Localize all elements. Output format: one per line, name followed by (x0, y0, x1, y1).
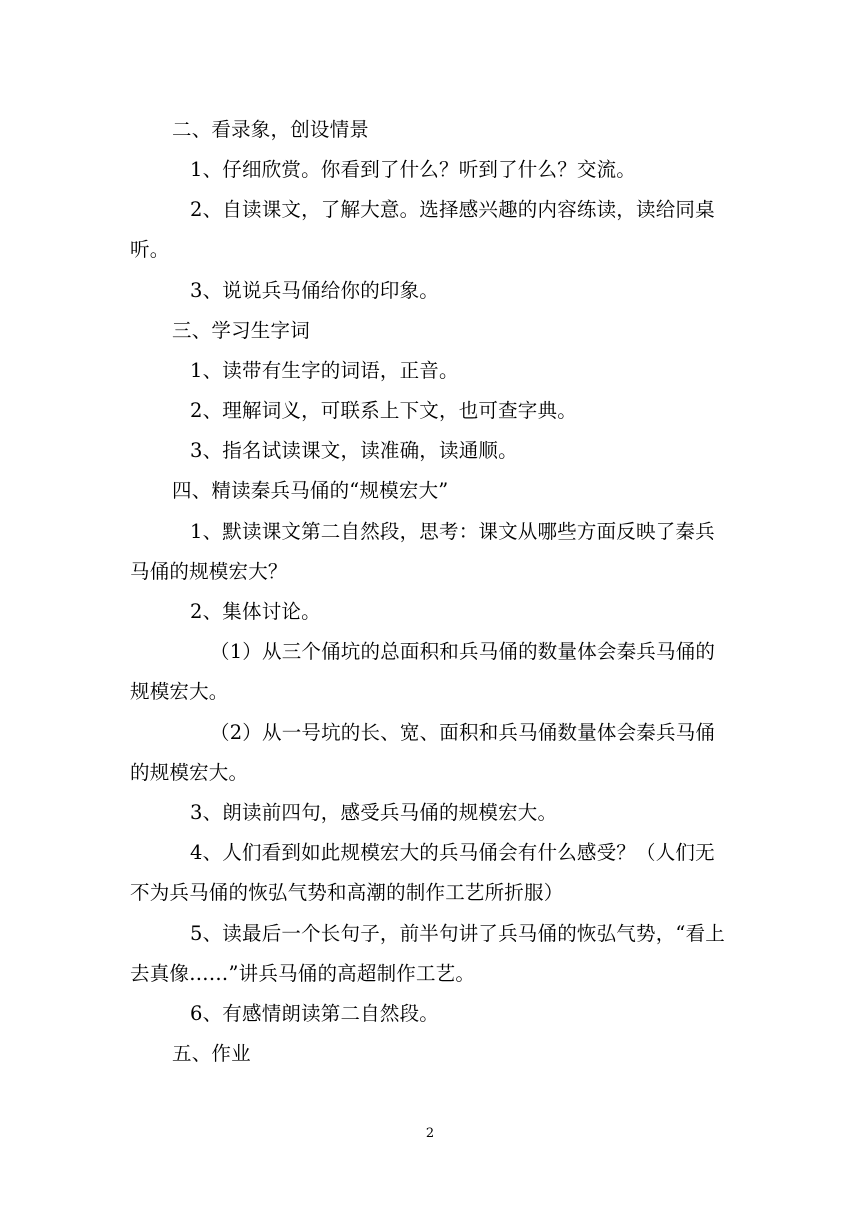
paragraph-line: （2）从一号坑的长、宽、面积和兵马俑数量体会秦兵马俑 (210, 721, 716, 744)
paragraph-line: 6、有感情朗读第二自然段。 (190, 1002, 440, 1025)
paragraph-line: （1）从三个俑坑的总面积和兵马俑的数量体会秦兵马俑的 (210, 640, 716, 663)
paragraph-line: 5、读最后一个长句子，前半句讲了兵马俑的恢弘气势，“看上 (190, 922, 725, 945)
paragraph-line: 3、说说兵马俑给你的印象。 (190, 279, 440, 302)
paragraph-line: 2、集体讨论。 (190, 600, 321, 623)
paragraph-line: 1、仔细欣赏。你看到了什么？听到了什么？交流。 (190, 158, 637, 181)
paragraph-line: 1、读带有生字的词语，正音。 (190, 359, 459, 382)
paragraph-line: 2、自读课文，了解大意。选择感兴趣的内容练读，读给同桌 (190, 198, 715, 221)
paragraph-line: 的规模宏大。 (130, 761, 249, 784)
paragraph-line: 2、理解词义，可联系上下文，也可查字典。 (190, 399, 577, 422)
section-heading: 五、作业 (172, 1042, 251, 1065)
paragraph-line: 不为兵马俑的恢弘气势和高潮的制作工艺所折服） (130, 881, 564, 904)
page-number: 2 (425, 1126, 435, 1141)
paragraph-line: 去真像……”讲兵马俑的高超制作工艺。 (130, 962, 476, 985)
paragraph-line: 听。 (130, 238, 170, 261)
section-heading: 四、精读秦兵马俑的“规模宏大” (172, 479, 449, 502)
paragraph-line: 1、默读课文第二自然段，思考：课文从哪些方面反映了秦兵 (190, 520, 715, 543)
paragraph-line: 规模宏大。 (130, 680, 229, 703)
paragraph-line: 3、指名试读课文，读准确，读通顺。 (190, 439, 518, 462)
section-heading: 三、学习生字词 (172, 319, 310, 342)
paragraph-line: 马俑的规模宏大？ (130, 560, 288, 583)
paragraph-line: 3、朗读前四句，感受兵马俑的规模宏大。 (190, 801, 558, 824)
section-heading: 二、看录象，创设情景 (172, 118, 370, 141)
paragraph-line: 4、人们看到如此规模宏大的兵马俑会有什么感受？（人们无 (190, 841, 715, 864)
